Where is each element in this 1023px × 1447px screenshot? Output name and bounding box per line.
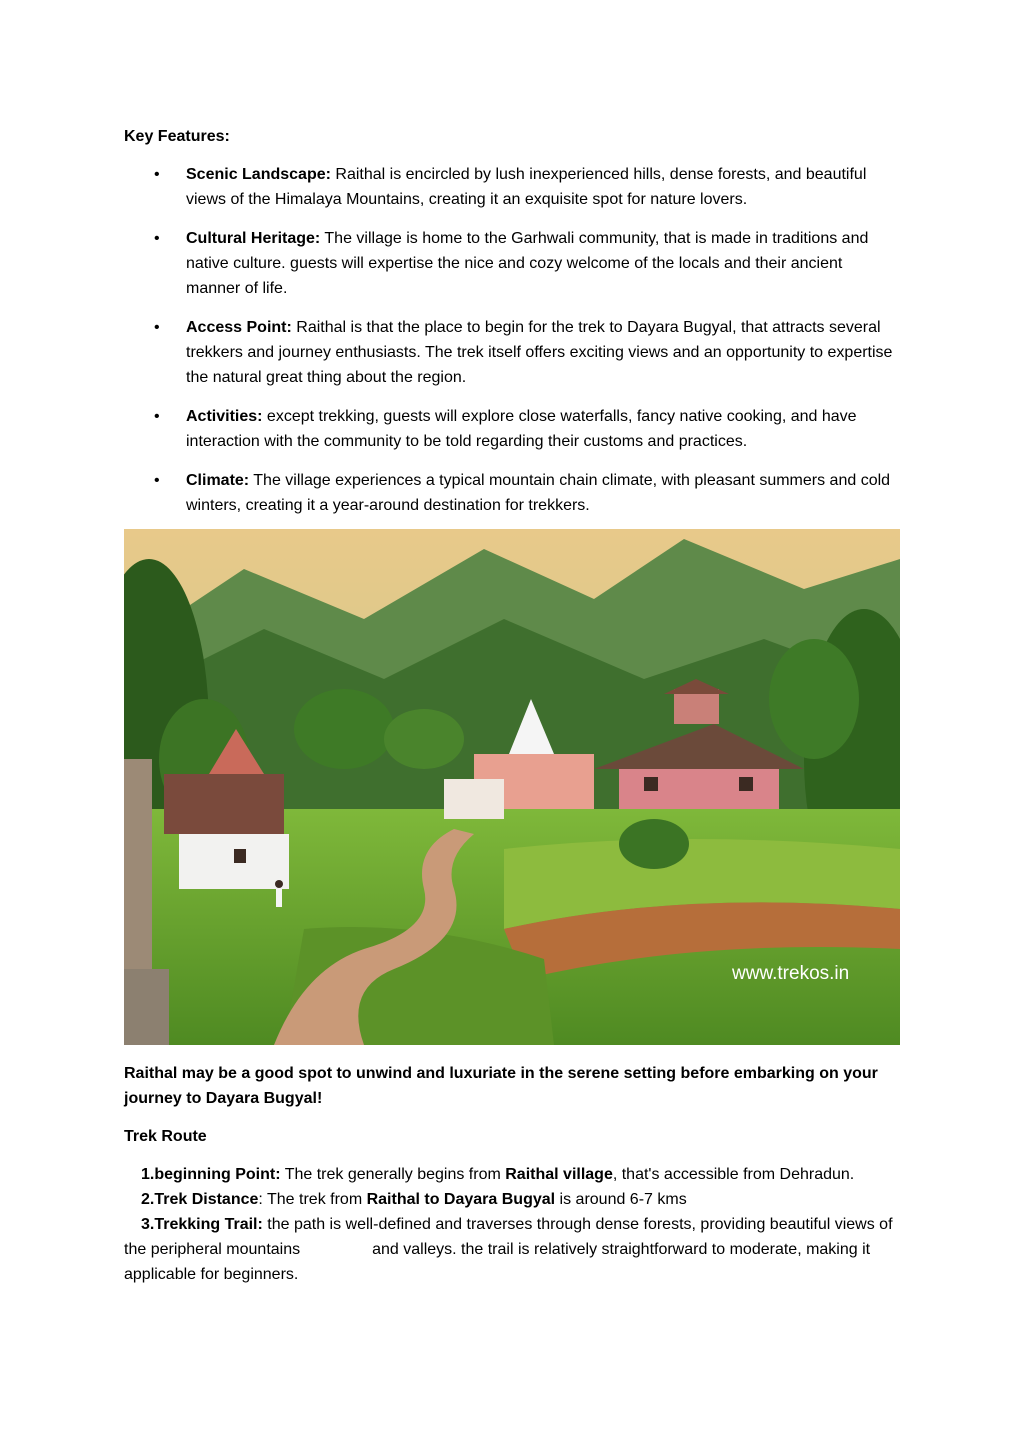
item-text: the path is well-defined and traverses through dense forests, providing beautiful views of the peripheral mountains [124,1216,893,1258]
feature-title: Scenic Landscape: [186,166,331,183]
bullet-icon: • [154,408,160,425]
feature-text: The village experiences a typical mountain chain climate, with pleasant summers and cold winters, creating it a year-around destination for trekkers. [186,472,891,514]
feature-text: Raithal is that the place to begin for the trek to Dayara Bugyal, that attracts several trekkers and journey enthusiasts. The trek itself offers exciting views and an opportunity to expertise the natural great thing about the region. [186,319,893,386]
section-heading: Key Features: [124,128,230,145]
list-item [124,1162,904,1187]
features-list [124,162,894,532]
feature-title: Climate: [186,472,250,489]
item-label: beginning Point: [154,1166,281,1183]
item-label: Trekking Trail: [154,1216,263,1233]
feature-text: except trekking, guests will explore close waterfalls, fancy native cooking, and have interaction with the community to be told regarding their customs and practices. [186,408,857,450]
bullet-icon: • [154,472,160,489]
list-item [124,162,894,212]
list-item [124,1187,904,1212]
item-label: Trek Distance [154,1191,259,1208]
item-text: is around 6-7 kms [555,1191,687,1208]
feature-title: Cultural Heritage: [186,230,321,247]
list-item [124,1212,904,1287]
item-text: The trek generally begins from [280,1166,506,1183]
closing-paragraph: Raithal may be a good spot to unwind and luxuriate in the serene setting before embarking on your journey to Dayara Bugyal! [124,1065,878,1107]
list-item [124,315,894,390]
item-number: 3. [141,1216,155,1233]
list-item [124,468,894,518]
bullet-icon: • [154,166,160,183]
feature-text: The village is home to the Garhwali community, that is made in traditions and native culture. guests will expertise the nice and cozy welcome of the locals and their ancient manner of life. [186,230,869,297]
route-heading: Trek Route [124,1128,207,1145]
feature-title: Access Point: [186,319,292,336]
bullet-icon: • [154,230,160,247]
item-number: 2. [141,1191,155,1208]
feature-title: Activities: [186,408,263,425]
feature-text: Raithal is encircled by lush inexperienced hills, dense forests, and beautiful views of the Himalaya Mountains, creating it an exquisite spot for nature lovers. [186,166,867,208]
village-photo [124,529,900,1045]
item-emphasis: Raithal village [505,1166,613,1183]
item-number: 1. [141,1166,155,1183]
item-emphasis: Raithal to Dayara Bugyal [366,1191,556,1208]
item-text: : The trek from [258,1191,367,1208]
list-item [124,226,894,301]
item-text: , that's accessible from Dehradun. [612,1166,855,1183]
bullet-icon: • [154,319,160,336]
list-item [124,404,894,454]
item-text: and valleys. the trail is relatively straightforward to moderate, making it applicable for beginners. [124,1241,871,1283]
watermark: www.trekos.in [732,963,850,984]
trek-route-list [124,1162,904,1287]
